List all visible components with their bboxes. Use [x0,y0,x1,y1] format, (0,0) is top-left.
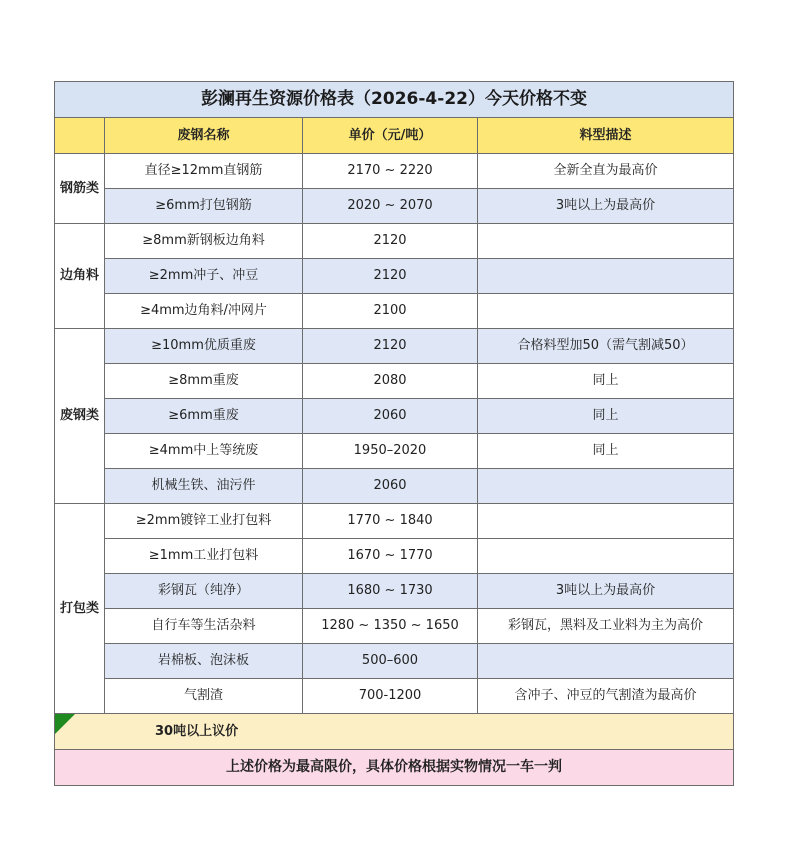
item-price: 2120 [303,329,478,364]
table-row [55,259,734,294]
item-price: 700-1200 [303,679,478,714]
header-blank [55,118,105,154]
footer-row [55,750,734,786]
item-price: 2080 [303,364,478,399]
table-title: 彭澜再生资源价格表（2026-4-22）今天价格不变 [55,82,734,118]
table-row [55,364,734,399]
item-desc: 3吨以上为最高价 [478,189,734,224]
corner-triangle-icon [55,714,75,734]
item-name: ≥6mm打包钢筋 [105,189,303,224]
item-price: 1280 ~ 1350 ~ 1650 [303,609,478,644]
table-row [55,574,734,609]
item-price: 2170 ~ 2220 [303,154,478,189]
item-desc: 合格料型加50（需气割减50） [478,329,734,364]
item-price: 2060 [303,469,478,504]
item-desc [478,504,734,539]
item-name: 自行车等生活杂料 [105,609,303,644]
item-name: ≥4mm边角料/冲网片 [105,294,303,329]
table-row [55,154,734,189]
item-price: 2060 [303,399,478,434]
item-desc: 彩钢瓦，黑料及工业料为主为高价 [478,609,734,644]
item-desc [478,224,734,259]
table-row [55,539,734,574]
item-name: ≥2mm镀锌工业打包料 [105,504,303,539]
item-price: 1670 ~ 1770 [303,539,478,574]
table-row [55,189,734,224]
item-price: 2120 [303,224,478,259]
item-desc [478,294,734,329]
item-name: ≥8mm重废 [105,364,303,399]
table-row [55,504,734,539]
table-row [55,644,734,679]
table-row [55,679,734,714]
table-row [55,224,734,259]
item-name: 气割渣 [105,679,303,714]
header-price: 单价（元/吨） [303,118,478,154]
item-desc [478,469,734,504]
item-price: 1950–2020 [303,434,478,469]
item-name: ≥10mm优质重废 [105,329,303,364]
item-price: 500–600 [303,644,478,679]
header-row [55,118,734,154]
table-row [55,609,734,644]
category-scrap-edge: 边角料 [55,224,105,329]
table-row [55,294,734,329]
item-desc [478,259,734,294]
footer-text: 上述价格为最高限价，具体价格根据实物情况一车一判 [55,750,734,786]
header-name: 废钢名称 [105,118,303,154]
table-row [55,434,734,469]
item-desc: 同上 [478,364,734,399]
title-row [55,82,734,118]
header-desc: 料型描述 [478,118,734,154]
table-row [55,329,734,364]
bulk-note: 30吨以上议价 [155,723,239,739]
table-row [55,399,734,434]
category-rebar: 钢筋类 [55,154,105,224]
category-scrap-steel: 废钢类 [55,329,105,504]
item-price: 1680 ~ 1730 [303,574,478,609]
item-desc [478,539,734,574]
item-name: ≥2mm冲子、冲豆 [105,259,303,294]
item-desc: 含冲子、冲豆的气割渣为最高价 [478,679,734,714]
item-name: ≥6mm重废 [105,399,303,434]
item-desc: 全新全直为最高价 [478,154,734,189]
item-name: 直径≥12mm直钢筋 [105,154,303,189]
item-price: 1770 ~ 1840 [303,504,478,539]
note-cell [55,714,734,750]
table-row [55,469,734,504]
item-name: 彩钢瓦（纯净） [105,574,303,609]
category-bale: 打包类 [55,504,105,714]
item-desc: 同上 [478,434,734,469]
item-name: 机械生铁、油污件 [105,469,303,504]
item-desc: 3吨以上为最高价 [478,574,734,609]
note-row [55,714,734,750]
item-desc [478,644,734,679]
item-name: ≥4mm中上等统废 [105,434,303,469]
item-price: 2100 [303,294,478,329]
item-name: 岩棉板、泡沫板 [105,644,303,679]
item-price: 2020 ~ 2070 [303,189,478,224]
item-name: ≥8mm新钢板边角料 [105,224,303,259]
item-price: 2120 [303,259,478,294]
item-desc: 同上 [478,399,734,434]
item-name: ≥1mm工业打包料 [105,539,303,574]
price-table [54,81,734,786]
